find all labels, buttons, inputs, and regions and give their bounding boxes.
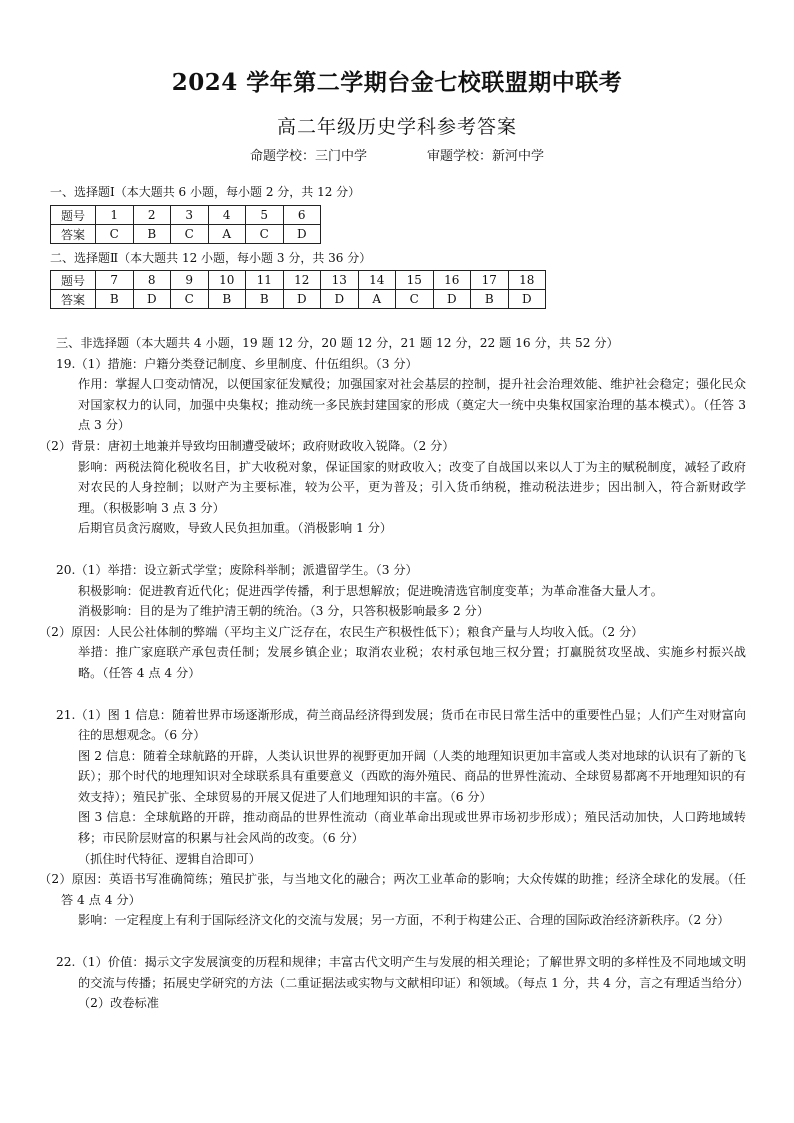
row-label: 题号 [51, 206, 96, 225]
table-row [51, 225, 321, 244]
question-number: 15 [396, 271, 434, 290]
question-number: 4 [208, 206, 246, 225]
q19-part1-measures: 19.（1）措施：户籍分类登记制度、乡里制度、什伍组织。（3 分） [56, 356, 418, 371]
q20-part2-reasons: （2）原因：人民公社体制的弊端（平均主义广泛存在，农民生产积极性低下）；粮食产量与人均收入低。（2 分） [39, 624, 644, 639]
question-number: 14 [358, 271, 396, 290]
q20-part1-measures: 20.（1）举措：设立新式学堂；废除科举制；派遣留学生。（3 分） [56, 562, 418, 577]
question-number: 8 [133, 271, 171, 290]
row-label: 答案 [51, 290, 96, 309]
q21-fig1-info: 21.（1）图 1 信息：随着世界市场逐渐形成，荷兰商品经济得到发展；货币在市民日常生活中的重要性凸显；人们产生对财富向往的思想观念。（6 分） [56, 707, 746, 743]
section1-heading: 一、选择题Ⅰ（本大题共 6 小题，每小题 2 分，共 12 分） [50, 185, 361, 199]
section1-answer-table [50, 205, 321, 244]
answer-cell: D [508, 290, 546, 309]
reviewing-school: 审题学校：新河中学 [427, 149, 545, 164]
question-number: 18 [508, 271, 546, 290]
row-label: 答案 [51, 225, 96, 244]
q21-part2-reasons: （2）原因：英语书写准确简练；殖民扩张，与当地文化的融合；两次工业革命的影响；大众传媒的助推；经济全球化的发展。（任答 4 点 4 分） [39, 872, 746, 907]
answer-cell: A [208, 225, 246, 244]
question-number: 2 [133, 206, 171, 225]
proposing-school: 命题学校：三门中学 [249, 149, 367, 164]
table-row [51, 271, 546, 290]
question-20 [39, 560, 746, 684]
q20-part1-positive: 积极影响：促进教育近代化；促进西学传播，利于思想解放；促进晚清选官制度变革；为革命准备大量人才。 [78, 583, 663, 598]
question-number: 1 [96, 206, 134, 225]
exam-title: 2024 学年第二学期台金七校联盟期中联考 [171, 69, 623, 96]
answer-cell: C [246, 225, 284, 244]
answer-cell: D [283, 225, 321, 244]
answer-cell: B [471, 290, 509, 309]
section2-answer-table [50, 270, 546, 309]
question-number: 11 [246, 271, 284, 290]
question-number: 9 [171, 271, 209, 290]
q22-part1-value: 22.（1）价值：揭示文字发展演变的历程和规律；丰富古代文明产生与发展的相关理论；了解世界文明的多样性及不同地域文明的交流与传播；拓展史学研究的方法（二重证据法或实物与文献相印证）和领域。（每点 1 分，共 4 分，言之有理适当给分） [56, 955, 749, 990]
question-21 [39, 705, 746, 932]
question-number: 17 [471, 271, 509, 290]
section3-heading: 三、非选择题（本大题共 4 小题，19 题 12 分，20 题 12 分，21 题 12 分，22 题 16 分，共 52 分） [56, 336, 619, 350]
q20-part1-negative: 消极影响：目的是为了维护清王朝的统治。（3 分，只答积极影响最多 2 分） [78, 604, 490, 619]
q19-part1-effects: 作用：掌握人口变动情况，以便国家征发赋役；加强国家对社会基层的控制，提升社会治理效能、维护社会稳定；强化民众对国家权力的认同，加强中央集权；推动统一多民族封建国家的形成（奠定大一统中央集权国家治理的基本模式）。（任答 3 点 3 分） [78, 377, 746, 433]
q20-part2-measures: 举措：推广家庭联产承包责任制；发展乡镇企业；取消农业税；农村承包地三权分置；打赢脱贫攻坚战、实施乡村振兴战略。（任答 4 点 4 分） [78, 645, 746, 680]
non-choice-section [39, 333, 749, 1014]
question-22 [56, 952, 749, 1014]
q19-part2-background: （2）背景：唐初土地兼并导致均田制遭受破坏；政府财政收入锐降。（2 分） [39, 438, 455, 453]
q21-part2-impact: 影响：一定程度上有利于国际经济文化的交流与发展；另一方面，不利于构建公正、合理的国际政治经济新秩序。（2 分） [78, 913, 730, 928]
answer-cell: B [208, 290, 246, 309]
question-number: 10 [208, 271, 246, 290]
answer-key-subtitle: 高二年级历史学科参考答案 [276, 116, 517, 138]
q21-fig2-info: 图 2 信息：随着全球航路的开辟，人类认识世界的视野更加开阔（人类的地理知识更加丰富或人类对地球的认识有了新的飞跃）；那个时代的地理知识对全球联系具有重要意义（西欧的海外殖民、商品的世界性流动、全球贸易都离不开地理知识的有效支持）；殖民扩张、全球贸易的开展又促进了人们地理知识的丰富。（6 分） [78, 748, 746, 804]
table-row [51, 206, 321, 225]
q19-part2-negative: 后期官员贪污腐败，导致人民负担加重。（消极影响 1 分） [78, 521, 393, 536]
q21-note: （抓住时代特征、逻辑自洽即可） [78, 851, 261, 866]
answer-cell: C [396, 290, 434, 309]
answer-cell: D [133, 290, 171, 309]
question-number: 16 [433, 271, 471, 290]
q22-part2-heading: （2）改卷标准 [78, 996, 159, 1011]
answer-cell: C [171, 225, 209, 244]
q19-part2-impact: 影响：两税法简化税收名目，扩大收税对象，保证国家的财政收入；改变了自战国以来以人丁为主的赋税制度，减轻了政府对农民的人身控制；以财产为主要标准，较为公平，更为普及；引入货币纳税，推动税法进步；因出制入，符合新财政学理。（积极影响 3 点 3 分） [78, 459, 746, 515]
question-number: 13 [321, 271, 359, 290]
row-label: 题号 [51, 271, 96, 290]
answer-cell: A [358, 290, 396, 309]
question-number: 12 [283, 271, 321, 290]
answer-cell: D [283, 290, 321, 309]
table-row [51, 290, 546, 309]
question-number: 7 [96, 271, 134, 290]
q21-fig3-info: 图 3 信息：全球航路的开辟，推动商品的世界性流动（商业革命出现或世界市场初步形成）；殖民活动加快，人口跨地域转移；市民阶层财富的积累与社会风尚的改变。（6 分） [78, 810, 746, 846]
answer-cell: D [321, 290, 359, 309]
question-number: 6 [283, 206, 321, 225]
answer-cell: B [133, 225, 171, 244]
question-19 [39, 354, 746, 539]
section2-heading: 二、选择题Ⅱ（本大题共 12 小题，每小题 3 分，共 36 分） [50, 251, 372, 265]
question-number: 5 [246, 206, 284, 225]
question-number: 3 [171, 206, 209, 225]
school-info [0, 145, 794, 164]
answer-cell: B [246, 290, 284, 309]
answer-cell: B [96, 290, 134, 309]
answer-cell: C [96, 225, 134, 244]
answer-cell: D [433, 290, 471, 309]
answer-cell: C [171, 290, 209, 309]
